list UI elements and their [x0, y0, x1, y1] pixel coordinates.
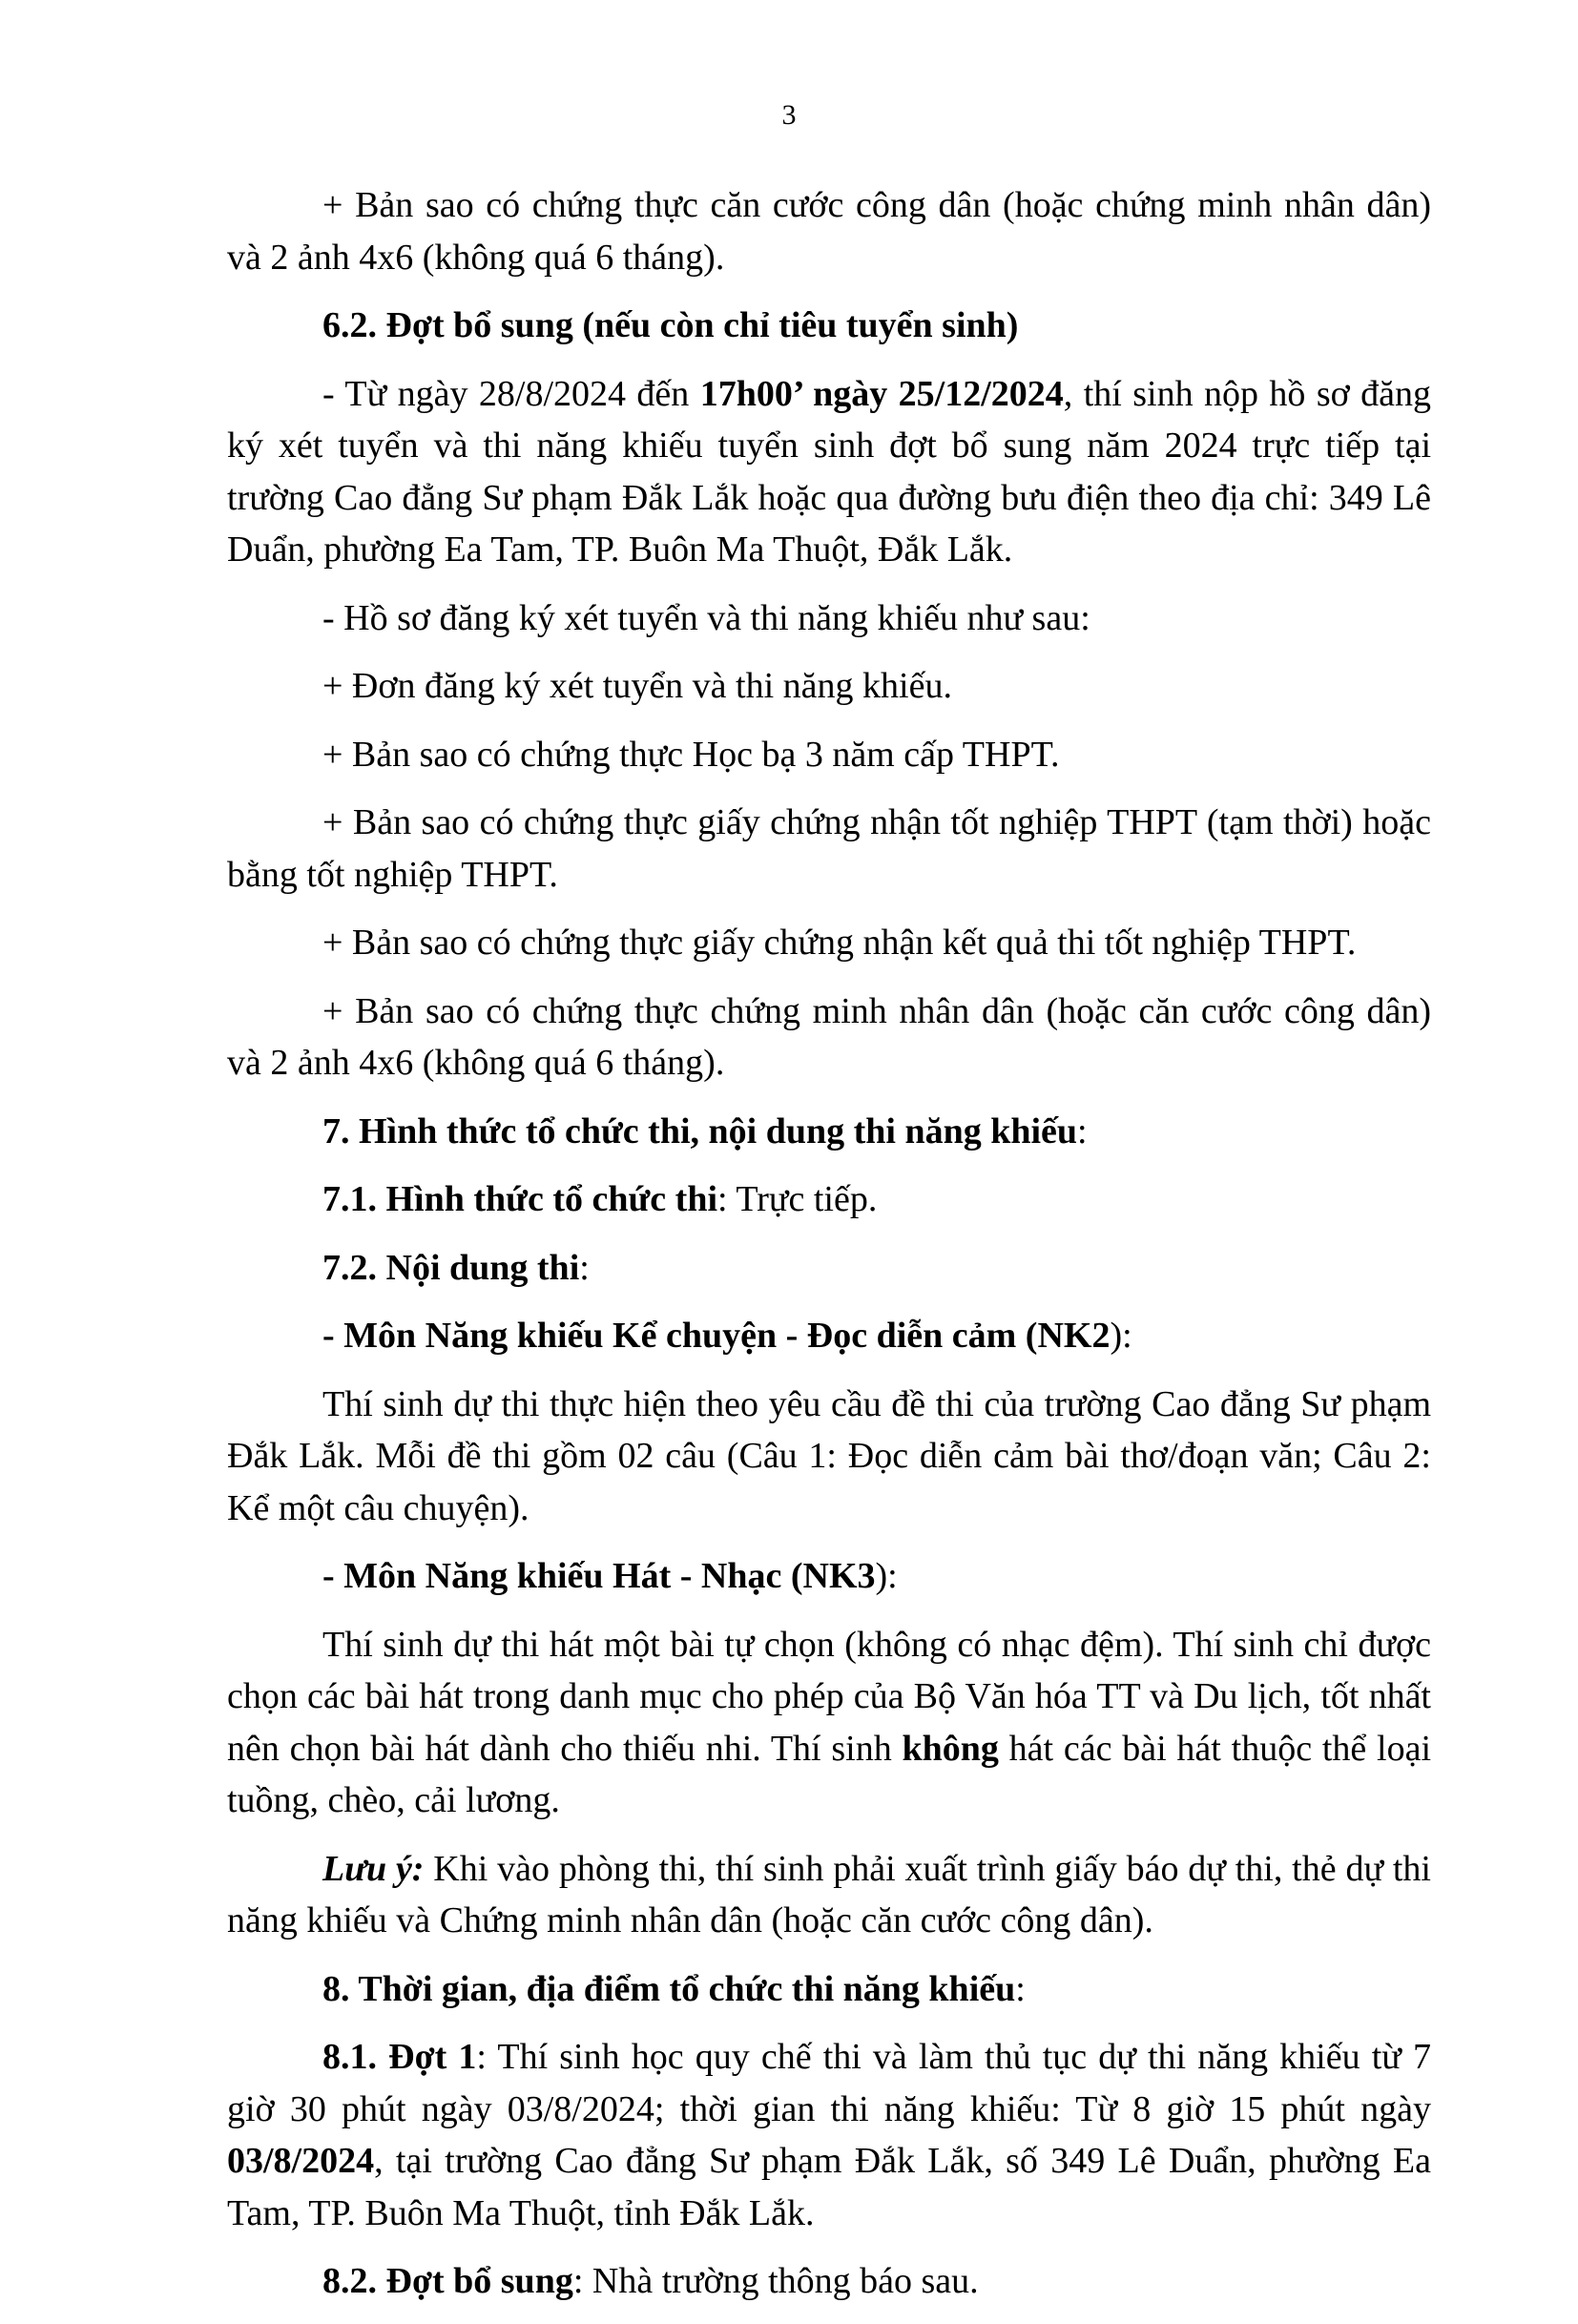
- text: , tại trường Cao đẳng Sư phạm Đắk Lắk, số 349 Lê Duẩn, phường Ea Tam, TP. Buôn Ma Thuột, tỉnh Đắk Lắk.: [227, 2141, 1431, 2233]
- heading-text: 8. Thời gian, địa điểm tổ chức thi năng khiếu: [322, 1968, 1016, 2009]
- text: ):: [1110, 1316, 1132, 1356]
- document-body: [227, 179, 1431, 2324]
- list-item: + Đơn đăng ký xét tuyển và thi năng khiếu.: [322, 666, 952, 706]
- subject-heading-nk3: [227, 1550, 1431, 1603]
- note-label: Lưu ý:: [322, 1848, 425, 1889]
- text: :: [579, 1247, 590, 1288]
- text: Khi vào phòng thi, thí sinh phải xuất trình giấy báo dự thi, thẻ dự thi năng khiếu và Chứng minh nhân dân (hoặc căn cước công dân).: [227, 1848, 1431, 1940]
- paragraph: + Bản sao có chứng thực căn cước công dân (hoặc chứng minh nhân dân) và 2 ảnh 4x6 (không quá 6 tháng).: [227, 185, 1431, 278]
- emphasis: không: [902, 1728, 999, 1769]
- deadline-date: 17h00’ ngày 25/12/2024: [699, 373, 1064, 414]
- paragraph: [227, 1619, 1431, 1827]
- note-paragraph: [227, 1843, 1431, 1947]
- list-item: + Bản sao có chứng thực giấy chứng nhận tốt nghiệp THPT (tạm thời) hoặc bằng tốt nghiệp THPT.: [227, 802, 1431, 895]
- heading-text: - Môn Năng khiếu Hát - Nhạc (NK3: [322, 1556, 876, 1596]
- section-8-2: [227, 2255, 1431, 2308]
- paragraph: Thí sinh dự thi thực hiện theo yêu cầu đề thi của trường Cao đẳng Sư phạm Đắk Lắk. Mỗi đề thi gồm 02 câu (Câu 1: Đọc diễn cảm bài thơ/đoạn văn; Câu 2: Kể một câu chuyện).: [227, 1383, 1431, 1528]
- section-heading-6-2: 6.2. Đợt bổ sung (nếu còn chỉ tiêu tuyển sinh): [322, 305, 1019, 345]
- text: : Nhà trường thông báo sau.: [572, 2261, 979, 2301]
- section-heading-8: [227, 1963, 1431, 2016]
- section-heading-7-1: [227, 1173, 1431, 1226]
- heading-text: 7.2. Nội dung thi: [322, 1247, 580, 1288]
- exam-date: 03/8/2024: [227, 2141, 375, 2181]
- section-heading-7-2: [227, 1242, 1431, 1295]
- list-item: + Bản sao có chứng thực giấy chứng nhận kết quả thi tốt nghiệp THPT.: [322, 923, 1357, 963]
- text: : Thí sinh học quy chế thi và làm thủ tục dự thi năng khiếu từ 7 giờ 30 phút ngày 03/8/2024; thời gian thi năng khiếu: Từ 8 giờ 15 phút ngày: [227, 2037, 1432, 2129]
- section-heading-7: [227, 1106, 1431, 1158]
- text: hát các bài hát thuộc thể loại tuồng, chèo, cải lương.: [227, 1728, 1432, 1820]
- page-number: 3: [781, 99, 797, 131]
- text: :: [1015, 1968, 1026, 2009]
- list-item: + Bản sao có chứng thực chứng minh nhân dân (hoặc căn cước công dân) và 2 ảnh 4x6 (không quá 6 tháng).: [227, 990, 1431, 1083]
- text: Thí sinh dự thi hát một bài tự chọn (không có nhạc đệm). Thí sinh chỉ được chọn các bài hát trong danh mục cho phép của Bộ Văn hóa TT và Du lịch, tốt nhất nên chọn bài hát dành cho thiếu nhi. Thí sinh: [227, 1624, 1431, 1769]
- text: , thí sinh nộp hồ sơ đăng ký xét tuyển và thi năng khiếu tuyển sinh đợt bổ sung năm 2024 trực tiếp tại trường Cao đẳng Sư phạm Đắk Lắk hoặc qua đường bưu điện theo địa chỉ: 349 Lê Duẩn, phường Ea Tam, TP. Buôn Ma Thuột, Đắk Lắk.: [227, 373, 1432, 570]
- paragraph-deadline: [227, 368, 1431, 576]
- list-item: + Bản sao có chứng thực Học bạ 3 năm cấp THPT.: [322, 734, 1060, 775]
- heading-text: - Môn Năng khiếu Kể chuyện - Đọc diễn cảm (NK2: [322, 1316, 1111, 1356]
- text: :: [1077, 1110, 1088, 1152]
- text: : Trực tiếp.: [717, 1179, 878, 1219]
- heading-text: 8.2. Đợt bổ sung: [322, 2261, 573, 2301]
- heading-text: 7.1. Hình thức tổ chức thi: [322, 1179, 718, 1219]
- heading-text: 7. Hình thức tổ chức thi, nội dung thi năng khiếu: [322, 1110, 1078, 1152]
- text: - Từ ngày 28/8/2024 đến: [322, 373, 700, 414]
- text: ):: [875, 1556, 898, 1596]
- heading-text: 8.1. Đợt 1: [322, 2037, 477, 2077]
- section-8-1: [227, 2031, 1431, 2239]
- paragraph: - Hồ sơ đăng ký xét tuyển và thi năng khiếu như sau:: [322, 597, 1090, 638]
- subject-heading-nk2: [227, 1310, 1431, 1362]
